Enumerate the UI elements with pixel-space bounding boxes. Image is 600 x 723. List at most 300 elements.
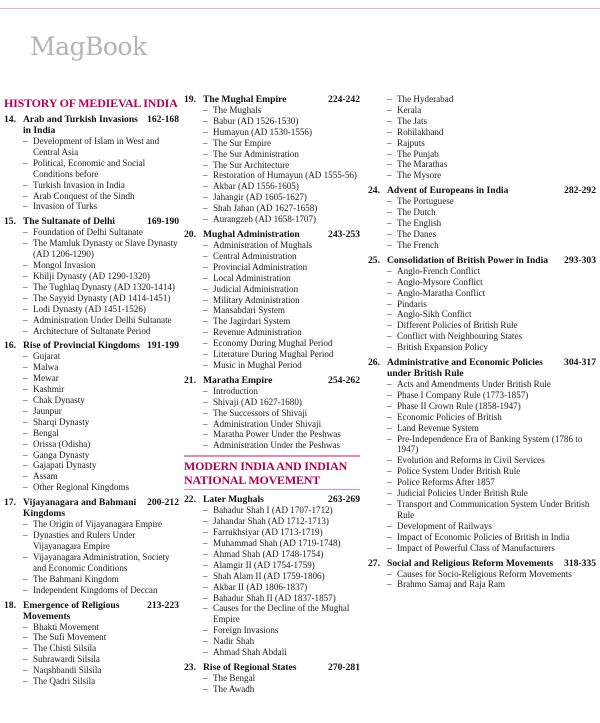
chapter-heading (368, 558, 596, 569)
chapter-title: Rise of Provincial Kingdoms (23, 340, 140, 352)
topic-item (184, 440, 360, 451)
topic-item (184, 408, 360, 419)
topic-label: – Phase I Company Rule (1773-1857) (397, 389, 529, 400)
topic-item (184, 251, 360, 262)
topic-label: – Development of Islam in West and Central Asia (33, 136, 160, 157)
topic-label: – Arab Conquest of the Sindh (33, 190, 135, 201)
chapter-pages: 318-335 (564, 557, 596, 569)
chapter-heading (184, 662, 360, 673)
toc-column-1 (4, 94, 179, 691)
topic-label: – The Sufi Movement (33, 632, 107, 643)
topic-item (4, 632, 179, 643)
topic-item (4, 643, 179, 654)
topic-label: – Different Policies of British Rule (397, 320, 518, 331)
topic-item (184, 262, 360, 273)
topic-label: – The Successors of Shivaji (213, 407, 308, 418)
topic-label: – Architecture of Sultanate Period (33, 325, 151, 336)
topic-item (4, 326, 179, 337)
topic-label: – British Expansion Policy (397, 342, 488, 353)
chapter-pages: 254-262 (328, 374, 360, 386)
topic-label: – The Sayyid Dynasty (AD 1414-1451) (33, 292, 171, 303)
topic-item (4, 282, 179, 293)
topic-label: – Malwa (33, 362, 59, 373)
topic-item (368, 159, 596, 170)
chapter-title: Administrative and Economic Policies under British Rule (387, 357, 543, 380)
chapter-title: Arab and Turkish Invasions in India (23, 114, 138, 136)
topic-label: – Revenue Administration (213, 327, 302, 338)
topic-item (368, 477, 596, 488)
topic-label: – Pindaris (397, 298, 427, 309)
topic-item (368, 521, 596, 532)
chapter-entry (184, 229, 360, 371)
chapter-heading (184, 494, 360, 505)
topic-label: – Impact of Powerful Class of Manufacturers (397, 542, 555, 553)
chapter-title: The Mughal Empire (203, 94, 287, 105)
topic-label: – Economy During Mughal Period (213, 338, 333, 349)
topic-item (184, 327, 360, 338)
topic-item (4, 395, 179, 406)
topic-item (4, 622, 179, 633)
topic-label: – Administration Under the Peshwas (213, 440, 341, 451)
topic-label: – Khilji Dynasty (AD 1290-1320) (33, 270, 150, 281)
topic-item (4, 574, 179, 585)
topic-item (368, 569, 596, 580)
chapter-heading (4, 216, 179, 227)
topic-label: – Anglo-Mysore Conflict (397, 276, 483, 287)
topic-item (4, 227, 179, 238)
chapter-number: 14. (4, 114, 16, 125)
topic-label: – Acts and Amendments Under British Rule (397, 379, 551, 390)
topic-label: – The Marathas (397, 159, 448, 170)
topic-item (4, 460, 179, 471)
topic-label: – Mongol Invasion (33, 260, 96, 271)
topic-item (4, 384, 179, 395)
topic-label: – Sharqi Dynasty (33, 416, 90, 427)
chapter-entry (184, 662, 360, 695)
topic-item (184, 625, 360, 636)
chapter-number: 19. (184, 94, 196, 105)
topic-item (184, 429, 360, 440)
topic-item (368, 532, 596, 543)
chapter-heading (184, 229, 360, 240)
topic-label: – Mansabdari System (213, 305, 285, 316)
chapter-title: Mughal Administration (203, 228, 300, 240)
topic-item (184, 505, 360, 516)
topic-label: – The Danes (397, 228, 437, 239)
topic-label: – The Bengal (213, 672, 256, 683)
topic-label: – Independent Kingdoms of Deccan (33, 584, 158, 595)
chapter-number: 26. (368, 357, 380, 369)
chapter-entry (4, 497, 179, 595)
topic-label: – Judicial Policies Under British Rule (397, 488, 528, 499)
topic-item (184, 116, 360, 127)
topic-label: – Foreign Invasions (213, 625, 279, 636)
topic-item (184, 673, 360, 684)
topic-label: – Nadir Shah (213, 636, 255, 647)
topic-item (184, 214, 360, 225)
chapter-title: Emergence of Religious Movements (23, 599, 120, 622)
topic-label: – The Sur Administration (213, 148, 299, 159)
topic-label: – Introduction (213, 385, 258, 396)
topic-item (368, 196, 596, 207)
topic-item (368, 218, 596, 229)
topic-item (4, 351, 179, 362)
topic-label: – Foundation of Delhi Sultanate (33, 227, 143, 238)
topic-item (184, 295, 360, 306)
topic-item (184, 160, 360, 171)
topic-label: – Jaunpur (33, 405, 62, 416)
topic-label: – Kashmir (33, 384, 65, 395)
chapter-number: 20. (184, 228, 196, 240)
chapter-number: 17. (4, 497, 16, 509)
topic-item (4, 260, 179, 271)
topic-item (4, 315, 179, 326)
topic-item (368, 127, 596, 138)
topic-label: – Jahangir (AD 1605-1627) (213, 192, 307, 203)
topic-item (4, 136, 179, 158)
topic-label: – Provincial Administration (213, 261, 308, 272)
toc-column-3 (368, 94, 596, 594)
chapter-pages: 191-199 (147, 340, 179, 352)
topic-label: – Muhammad Shah (AD 1719-1748) (213, 538, 341, 548)
topic-label: – Impact of Economic Policies of British in India (397, 531, 570, 542)
topic-item (4, 238, 179, 260)
topic-label: – Babur (AD 1526-1530) (213, 115, 299, 126)
topic-item (184, 527, 360, 538)
topic-item (368, 401, 596, 412)
topic-item (184, 349, 360, 360)
chapter-heading (184, 94, 360, 105)
topic-label: – Anglo-Sikh Conflict (397, 309, 472, 320)
topic-label: – The Tughlaq Dynasty (AD 1320-1414) (33, 281, 175, 292)
topic-label: – Alamgir II (AD 1754-1759) (213, 559, 315, 570)
topic-item (4, 530, 179, 552)
chapter-title: Later Mughals (203, 494, 264, 506)
topic-label: – Rohilakhand (397, 126, 444, 137)
topic-label: – The Hyderabad (397, 94, 454, 104)
topic-label: – Causes for the Decline of the Mughal Empire (213, 603, 350, 625)
topic-item (184, 284, 360, 295)
topic-label: – Chak Dynasty (33, 395, 85, 406)
topic-label: – Central Administration (213, 250, 297, 261)
chapter-heading (368, 185, 596, 196)
chapter-title: Rise of Regional States (203, 661, 297, 673)
topic-label: – The French (397, 239, 439, 250)
chapter-entry (184, 375, 360, 451)
topic-label: – The Qadri Silsila (33, 676, 96, 687)
topic-item (4, 471, 179, 482)
topic-item (4, 654, 179, 665)
toc-column-2 (184, 94, 360, 699)
topic-label: – Anglo-French Conflict (397, 265, 481, 276)
topic-item (368, 466, 596, 477)
topic-label: – Mewar (33, 373, 59, 384)
chapter-title: Consolidation of British Power in India (387, 254, 549, 266)
chapter-number: 24. (368, 185, 380, 197)
topic-item (368, 331, 596, 342)
chapter-heading (368, 255, 596, 266)
topic-label: – Brahmo Samaj and Raja Ram (397, 579, 506, 590)
topic-item (184, 203, 360, 214)
topic-item (4, 304, 179, 315)
topic-item (368, 579, 596, 590)
chapter-heading (368, 357, 596, 379)
topic-item (4, 665, 179, 676)
chapter-title: Maratha Empire (203, 374, 273, 386)
topic-label: – Development of Railways (397, 520, 492, 531)
topic-label: – Shah Jahan (AD 1627-1658) (213, 203, 318, 214)
topic-label: – Suhrawardi Silsila (33, 654, 100, 665)
topic-label: – Ahmad Shah (AD 1748-1754) (213, 548, 324, 559)
topic-item (184, 273, 360, 284)
topic-label: – Administration Under Shivaji (213, 418, 322, 429)
topic-label: – Rajputs (397, 137, 425, 148)
chapter-entry (184, 494, 360, 658)
topic-label: – Maratha Power Under the Peshwas (213, 429, 341, 440)
topic-item (184, 360, 360, 371)
topic-item (4, 180, 179, 191)
topic-label: – The Awadh (213, 683, 255, 694)
topic-item (184, 105, 360, 116)
topic-label: – Gajapati Dynasty (33, 460, 97, 471)
topic-item (368, 229, 596, 240)
topic-item (184, 240, 360, 251)
topic-item (184, 338, 360, 349)
topic-item (184, 538, 360, 549)
topic-label: – Bengal (33, 427, 59, 438)
topic-item (368, 240, 596, 251)
topic-item (184, 593, 360, 604)
topic-label: – Akbar (AD 1556-1605) (213, 181, 299, 192)
topic-label: – Land Revenue System (397, 422, 479, 433)
topic-label: – Conflict with Neighbouring States (397, 331, 523, 342)
chapter-number: 15. (4, 216, 16, 228)
topic-label: – Gujarat (33, 351, 61, 362)
section-heading-medieval: HISTORY OF MEDIEVAL INDIA (4, 96, 178, 110)
chapter-number: 27. (368, 557, 380, 569)
topic-label: – Ahmad Shah Abdali (213, 647, 287, 658)
topic-label: – Police Reforms After 1857 (397, 477, 495, 488)
topic-label: – Music in Mughal Period (213, 359, 302, 370)
chapter-entry (368, 558, 596, 591)
topic-label: – Assam (33, 471, 58, 482)
topic-label: – Kerala (397, 104, 422, 115)
topic-item (4, 362, 179, 373)
topic-item (368, 299, 596, 310)
chapter-entry (4, 216, 179, 336)
chapter-pages: 200-212 (147, 497, 179, 509)
chapter-heading (184, 375, 360, 386)
topic-item (368, 266, 596, 277)
topic-label: – Literature During Mughal Period (213, 349, 334, 360)
topic-label: – Local Administration (213, 272, 291, 283)
topic-item (4, 373, 179, 384)
topic-item (184, 170, 360, 181)
chapter-entry (368, 255, 596, 353)
topic-label: – Jahandar Shah (AD 1712-1713) (213, 516, 329, 527)
topic-label: – Invasion of Turks (33, 201, 98, 212)
topic-item (368, 116, 596, 127)
topic-label: – Dynasties and Rulers Under Vijayanagara Empire (33, 530, 136, 551)
topic-item (368, 455, 596, 466)
topic-item (368, 488, 596, 499)
topic-label: – Judicial Administration (213, 283, 299, 294)
topic-label: – Vijayanagara Administration, Society and Economic Conditions (33, 551, 170, 573)
chapter-heading (4, 497, 179, 519)
topic-item (4, 519, 179, 530)
topic-item (368, 543, 596, 554)
topic-item (184, 181, 360, 192)
topic-label: – Humayun (AD 1530-1556) (213, 126, 313, 137)
topic-item (368, 207, 596, 218)
chapter-title: Vijayanagara and Bahmani Kingdoms (23, 497, 137, 520)
chapter-entry (4, 600, 179, 687)
topic-item (368, 94, 596, 105)
topic-item (184, 305, 360, 316)
topic-label: – Other Regional Kingdoms (33, 482, 129, 493)
topic-label: – Bahadur Shah I (AD 1707-1712) (213, 505, 333, 516)
topic-item (4, 439, 179, 450)
topic-item (184, 684, 360, 695)
chapter-title: Advent of Europeans in India (387, 185, 509, 197)
topic-item (4, 201, 179, 212)
topic-item (4, 417, 179, 428)
topic-item (368, 138, 596, 149)
topic-item (184, 560, 360, 571)
chapter-entry (368, 357, 596, 554)
topic-item (4, 552, 179, 574)
chapter-title: The Sultanate of Delhi (23, 216, 115, 228)
topic-item (184, 149, 360, 160)
chapter-pages: 243-253 (328, 228, 360, 240)
topic-label: – The Origin of Vijayanagara Empire (33, 519, 163, 530)
topic-item (184, 647, 360, 658)
chapter-pages: 213-223 (147, 599, 179, 611)
topic-label: – The Jats (397, 115, 428, 126)
topic-item (368, 309, 596, 320)
topic-item (184, 316, 360, 327)
chapter-entry (4, 340, 179, 493)
topic-item (4, 191, 179, 202)
chapter-pages: 224-242 (328, 94, 360, 105)
topic-label: – The Sur Architecture (213, 159, 290, 170)
topic-item (184, 516, 360, 527)
topic-item (368, 288, 596, 299)
topic-item (184, 603, 360, 625)
chapter-pages: 293-303 (564, 254, 596, 266)
topic-item (4, 450, 179, 461)
topic-item (368, 170, 596, 181)
chapter-pages: 282-292 (564, 185, 596, 197)
topic-label: – The Bahmani Kingdom (33, 573, 119, 584)
chapter-title: Social and Religious Reform Movements (387, 557, 554, 569)
chapter-number: 22. (184, 494, 196, 506)
chapter-heading (4, 114, 179, 136)
chapter-pages: 304-317 (564, 357, 596, 369)
topic-item (184, 582, 360, 593)
topic-item (184, 636, 360, 647)
topic-label: – The English (397, 218, 442, 229)
topic-item (4, 482, 179, 493)
chapter-number: 18. (4, 599, 16, 611)
topic-item (368, 320, 596, 331)
topic-label: – Military Administration (213, 294, 300, 305)
topic-label: – Naqshbandi Silsila (33, 665, 102, 676)
topic-label: – The Chisti Silsila (33, 643, 97, 654)
chapter-entry (368, 185, 596, 251)
topic-item (184, 571, 360, 582)
topic-item (368, 499, 596, 521)
topic-item (184, 138, 360, 149)
topic-item (368, 105, 596, 116)
chapter-number: 23. (184, 661, 196, 673)
topic-item (368, 412, 596, 423)
topic-label: – The Punjab (397, 148, 439, 159)
topic-label: – Police System Under British Rule (397, 466, 521, 477)
section-heading-modern: MODERN INDIA AND INDIAN NATIONAL MOVEMENT (184, 455, 360, 490)
chapter-pages: 169-190 (147, 216, 179, 228)
topic-label: – Evolution and Reforms in Civil Services (397, 455, 545, 466)
topic-label: – Bhakti Movement (33, 621, 99, 632)
topic-item (368, 277, 596, 288)
topic-label: – The Jagirdari System (213, 316, 291, 327)
chapter-heading (4, 600, 179, 622)
chapter-pages: 270-281 (328, 661, 360, 673)
chapter-pages: 162-168 (147, 114, 179, 125)
topic-item (368, 423, 596, 434)
topic-item (4, 293, 179, 304)
chapter-number: 21. (184, 374, 196, 386)
topic-item (4, 271, 179, 282)
topic-label: – Turkish Invasion in India (33, 179, 125, 190)
topic-label: – The Dutch (397, 207, 436, 218)
topic-label: – Administration Under Delhi Sultanate (33, 314, 172, 325)
brand-logo: MagBook (30, 32, 147, 61)
topic-label: – Pre-Independence Era of Banking System (1786 to 1947) (397, 433, 583, 455)
chapter-number: 16. (4, 340, 16, 352)
topic-label: – Shah Alam II (AD 1759-1806) (213, 570, 325, 581)
topic-label: – Anglo-Maratha Conflict (397, 287, 486, 298)
topic-label: – The Portuguese (397, 196, 454, 207)
topic-label: – Transport and Communication System Under British Rule (397, 499, 590, 520)
topic-item (184, 419, 360, 430)
topic-label: – Phase II Crown Rule (1858-1947) (397, 400, 521, 411)
topic-label: – Farrukhsiyar (AD 1713-1719) (213, 527, 323, 538)
topic-item (4, 585, 179, 596)
topic-label: – Ganga Dynasty (33, 449, 90, 460)
topic-label: – Shivaji (AD 1627-1680) (213, 396, 302, 407)
topic-label: – Political, Economic and Social Conditions before (33, 157, 146, 179)
topic-item (184, 127, 360, 138)
topic-item (4, 676, 179, 687)
topic-label: – Lodi Dynasty (AD 1451-1526) (33, 303, 146, 314)
topic-label: – Restoration of Humayun (AD 1555-56) (213, 170, 357, 181)
topic-item (4, 406, 179, 417)
topic-label: – Economic Policies of British (397, 411, 502, 422)
topic-label: – Akbar II (AD 1806-1837) (213, 581, 308, 592)
topic-item (368, 434, 596, 456)
chapter-number: 25. (368, 254, 380, 266)
topic-item (184, 192, 360, 203)
topic-label: – The Mughals (213, 105, 262, 115)
topic-label: – Orissa (Odisha) (33, 438, 91, 449)
topic-item (184, 549, 360, 560)
chapter-entry (368, 94, 596, 181)
topic-item (368, 342, 596, 353)
topic-label: – Administration of Mughals (213, 239, 313, 250)
topic-item (368, 390, 596, 401)
topic-label: – The Sur Empire (213, 137, 272, 148)
